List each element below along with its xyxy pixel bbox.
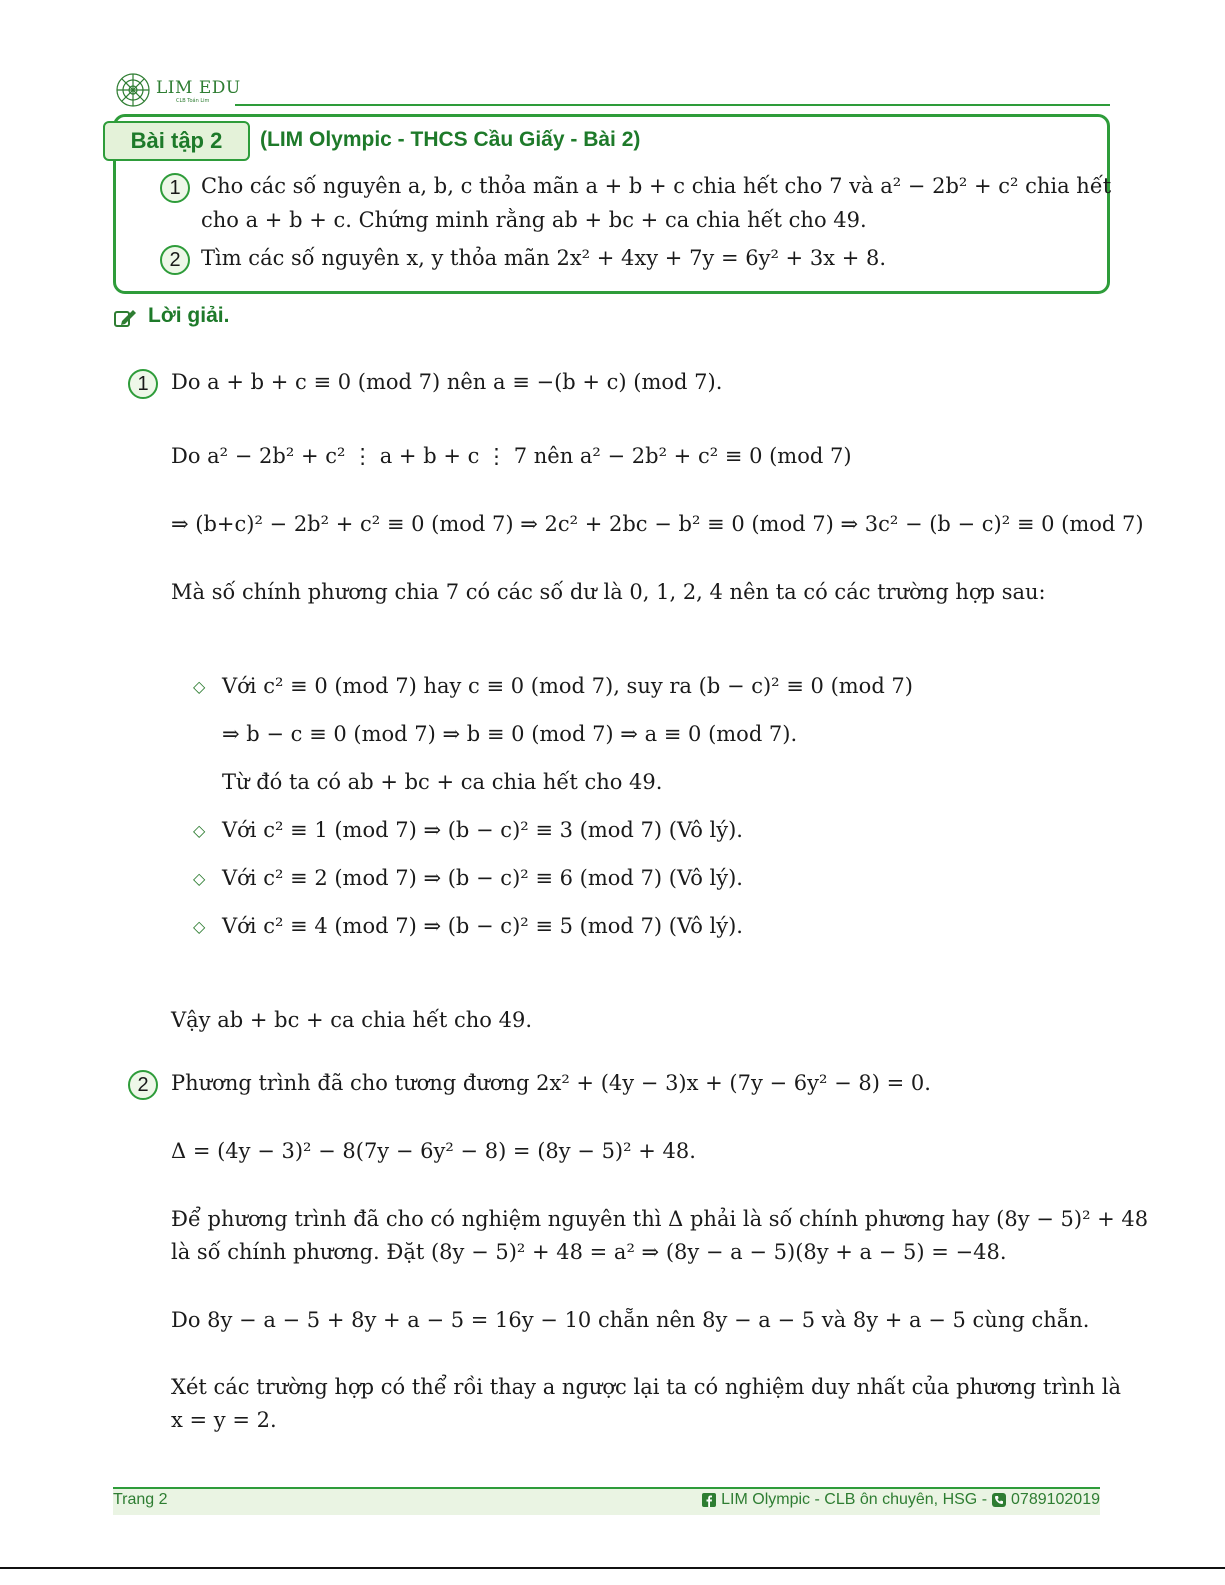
header-rule	[235, 104, 1110, 106]
page-bottom-rule	[0, 1567, 1225, 1569]
facebook-icon	[702, 1493, 716, 1507]
case-1-line-3: Từ đó ta có ab + bc + ca chia hết cho 49.	[222, 770, 663, 794]
solution-1-conclusion: Vậy ab + bc + ca chia hết cho 49.	[171, 1008, 532, 1032]
phone-icon	[992, 1493, 1006, 1507]
exercise-source: (LIM Olympic - THCS Cầu Giấy - Bài 2)	[260, 128, 641, 151]
logo-subtitle: CLB Toán Lim	[176, 98, 210, 104]
case-1-line-1: Với c² ≡ 0 (mod 7) hay c ≡ 0 (mod 7), suy ra (b − c)² ≡ 0 (mod 7)	[222, 674, 913, 698]
solution-2-line-3a: Để phương trình đã cho có nghiệm nguyên thì Δ phải là số chính phương hay (8y − 5)² + 48	[171, 1207, 1149, 1231]
page-number: Trang 2	[113, 1491, 168, 1508]
problem-number-2: 2	[160, 245, 190, 275]
logo-text: LIM EDU	[156, 78, 241, 98]
solution-1-line-1: Do a + b + c ≡ 0 (mod 7) nên a ≡ −(b + c) (mod 7).	[171, 370, 723, 394]
diamond-bullet-icon: ◇	[193, 677, 206, 696]
footer-contact	[702, 1491, 1100, 1509]
case-1-line-2: ⇒ b − c ≡ 0 (mod 7) ⇒ b ≡ 0 (mod 7) ⇒ a ≡ 0 (mod 7).	[222, 722, 798, 746]
footer-phone: 0789102019	[1011, 1491, 1100, 1508]
problem-number-1: 1	[160, 173, 190, 203]
diamond-bullet-icon: ◇	[193, 821, 206, 840]
case-3-line: Với c² ≡ 2 (mod 7) ⇒ (b − c)² ≡ 6 (mod 7) (Vô lý).	[222, 866, 743, 890]
solution-1-line-2: Do a² − 2b² + c² ⋮ a + b + c ⋮ 7 nên a² − 2b² + c² ≡ 0 (mod 7)	[171, 444, 852, 468]
solution-number-1: 1	[128, 369, 158, 399]
solution-2-line-5b: x = y = 2.	[171, 1408, 277, 1432]
case-2-line: Với c² ≡ 1 (mod 7) ⇒ (b − c)² ≡ 3 (mod 7) (Vô lý).	[222, 818, 743, 842]
solution-2-line-2: Δ = (4y − 3)² − 8(7y − 6y² − 8) = (8y − 5)² + 48.	[171, 1139, 696, 1163]
footer-text: LIM Olympic - CLB ôn chuyên, HSG -	[721, 1491, 988, 1508]
problem-2-line-1: Tìm các số nguyên x, y thỏa mãn 2x² + 4xy + 7y = 6y² + 3x + 8.	[201, 246, 887, 270]
diamond-bullet-icon: ◇	[193, 869, 206, 888]
case-4-line: Với c² ≡ 4 (mod 7) ⇒ (b − c)² ≡ 5 (mod 7) (Vô lý).	[222, 914, 743, 938]
diamond-bullet-icon: ◇	[193, 917, 206, 936]
logo-emblem-icon	[117, 74, 149, 106]
edit-icon	[113, 307, 137, 329]
solution-2-line-1: Phương trình đã cho tương đương 2x² + (4y − 3)x + (7y − 6y² − 8) = 0.	[171, 1071, 931, 1095]
solution-1-line-3: ⇒ (b+c)² − 2b² + c² ≡ 0 (mod 7) ⇒ 2c² + 2bc − b² ≡ 0 (mod 7) ⇒ 3c² − (b − c)² ≡ 0 (mod 7)	[171, 512, 1144, 536]
solution-2-line-5a: Xét các trường hợp có thể rồi thay a ngược lại ta có nghiệm duy nhất của phương trình là	[171, 1375, 1122, 1399]
solution-1-line-4: Mà số chính phương chia 7 có các số dư là 0, 1, 2, 4 nên ta có các trường hợp sau:	[171, 580, 1046, 604]
exercise-badge: Bài tập 2	[103, 121, 250, 161]
solution-2-line-3b: là số chính phương. Đặt (8y − 5)² + 48 = a² ⇒ (8y − a − 5)(8y + a − 5) = −48.	[171, 1240, 1007, 1264]
solution-title: Lời giải.	[148, 304, 230, 327]
problem-1-line-1: Cho các số nguyên a, b, c thỏa mãn a + b + c chia hết cho 7 và a² − 2b² + c² chia hết	[201, 174, 1112, 198]
problem-1-line-2: cho a + b + c. Chứng minh rằng ab + bc + ca chia hết cho 49.	[201, 208, 867, 232]
solution-2-line-4: Do 8y − a − 5 + 8y + a − 5 = 16y − 10 chẵn nên 8y − a − 5 và 8y + a − 5 cùng chẵn.	[171, 1308, 1090, 1332]
solution-number-2: 2	[128, 1070, 158, 1100]
